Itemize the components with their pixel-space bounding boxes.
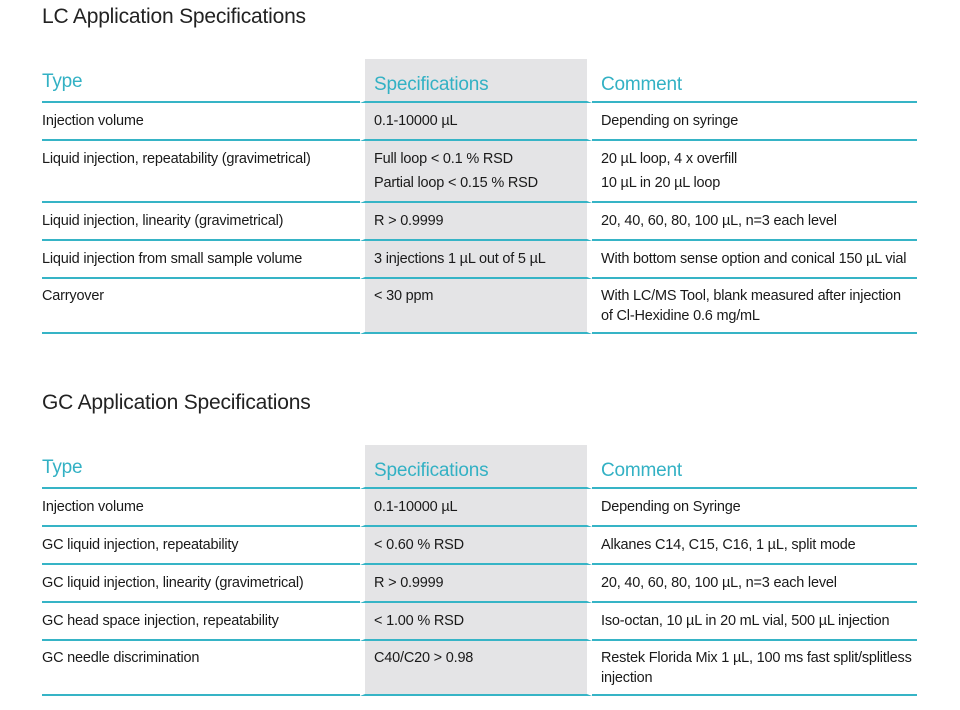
comment-text: 20 µL loop, 4 x overfill (601, 151, 738, 167)
lc-cell-type (42, 103, 360, 141)
lc-cell-type (42, 241, 360, 279)
gc-cell-comment (592, 603, 917, 641)
comment-text: With LC/MS Tool, blank measured after injection (601, 288, 901, 304)
gc-cell-type (42, 603, 360, 641)
lc-cell-spec (360, 203, 592, 241)
spec-text: < 30 ppm (374, 288, 434, 304)
gc-cell-comment (592, 527, 917, 565)
gc-cell-spec (360, 527, 592, 565)
spec-text: C40/C20 > 0.98 (374, 650, 474, 666)
gc-title: GC Application Specifications (42, 391, 311, 414)
spec-text: Partial loop < 0.15 % RSD (374, 175, 538, 191)
lc-table-row (42, 203, 917, 241)
gc-table-row (42, 489, 917, 527)
spec-text: 3 injections 1 µL out of 5 µL (374, 251, 546, 267)
lc-header-spec: Specifications (360, 59, 592, 103)
gc-cell-type (42, 641, 360, 696)
type-text: Carryover (42, 288, 104, 304)
lc-table-row (42, 279, 917, 334)
gc-table-row (42, 565, 917, 603)
lc-cell-spec (360, 241, 592, 279)
spec-text: R > 0.9999 (374, 575, 444, 591)
comment-text: Alkanes C14, C15, C16, 1 µL, split mode (601, 537, 856, 553)
type-text: GC liquid injection, repeatability (42, 537, 239, 553)
lc-cell-spec (360, 279, 592, 334)
lc-cell-type (42, 279, 360, 334)
spec-text: 0.1-10000 µL (374, 499, 458, 515)
lc-header-type: Type (42, 59, 360, 103)
lc-cell-spec (360, 103, 592, 141)
comment-text: Iso-octan, 10 µL in 20 mL vial, 500 µL injection (601, 613, 890, 629)
type-text: Liquid injection, repeatability (gravimetrical) (42, 151, 311, 167)
type-text: Liquid injection from small sample volume (42, 251, 303, 267)
lc-table-row (42, 103, 917, 141)
gc-section (42, 390, 917, 686)
lc-section (42, 4, 917, 324)
comment-text: Depending on Syringe (601, 499, 741, 515)
gc-cell-comment (592, 489, 917, 527)
lc-cell-comment (592, 103, 917, 141)
lc-table-body (42, 103, 917, 334)
gc-table-row (42, 641, 917, 696)
gc-cell-type (42, 489, 360, 527)
type-text: GC liquid injection, linearity (gravimetrical) (42, 575, 304, 591)
lc-cell-comment (592, 141, 917, 203)
type-text: Liquid injection, linearity (gravimetrical) (42, 213, 284, 229)
type-text: Injection volume (42, 499, 144, 515)
comment-text: 10 µL in 20 µL loop (601, 175, 721, 191)
comment-text: Depending on syringe (601, 113, 739, 129)
gc-cell-spec (360, 489, 592, 527)
lc-cell-type (42, 203, 360, 241)
lc-title: LC Application Specifications (42, 5, 306, 28)
lc-spec-table (42, 59, 917, 334)
lc-cell-comment (592, 279, 917, 334)
lc-table-row (42, 141, 917, 203)
comment-text: 20, 40, 60, 80, 100 µL, n=3 each level (601, 575, 837, 591)
comment-text: Restek Florida Mix 1 µL, 100 ms fast split/splitless (601, 650, 912, 666)
gc-header-row (42, 445, 917, 489)
type-text: Injection volume (42, 113, 144, 129)
gc-cell-spec (360, 641, 592, 696)
gc-cell-comment (592, 565, 917, 603)
gc-spec-table (42, 445, 917, 696)
gc-cell-comment (592, 641, 917, 696)
comment-text: With bottom sense option and conical 150 µL vial (601, 251, 907, 267)
gc-table-body (42, 489, 917, 696)
lc-header-comment: Comment (592, 59, 917, 103)
gc-table-row (42, 527, 917, 565)
spec-text: < 0.60 % RSD (374, 537, 464, 553)
spec-text: 0.1-10000 µL (374, 113, 458, 129)
comment-text: 20, 40, 60, 80, 100 µL, n=3 each level (601, 213, 837, 229)
gc-header-spec: Specifications (360, 445, 592, 489)
gc-header-comment: Comment (592, 445, 917, 489)
type-text: GC needle discrimination (42, 650, 200, 666)
spec-text: Full loop < 0.1 % RSD (374, 151, 513, 167)
lc-cell-spec (360, 141, 592, 203)
comment-text: of Cl-Hexidine 0.6 mg/mL (601, 308, 760, 324)
gc-table-row (42, 603, 917, 641)
spec-text: R > 0.9999 (374, 213, 444, 229)
gc-cell-spec (360, 565, 592, 603)
gc-cell-spec (360, 603, 592, 641)
lc-cell-type (42, 141, 360, 203)
spec-text: < 1.00 % RSD (374, 613, 464, 629)
comment-text: injection (601, 670, 653, 686)
type-text: GC head space injection, repeatability (42, 613, 279, 629)
gc-cell-type (42, 527, 360, 565)
gc-cell-type (42, 565, 360, 603)
gc-header-type: Type (42, 445, 360, 489)
lc-cell-comment (592, 241, 917, 279)
lc-table-row (42, 241, 917, 279)
lc-header-row (42, 59, 917, 103)
lc-cell-comment (592, 203, 917, 241)
